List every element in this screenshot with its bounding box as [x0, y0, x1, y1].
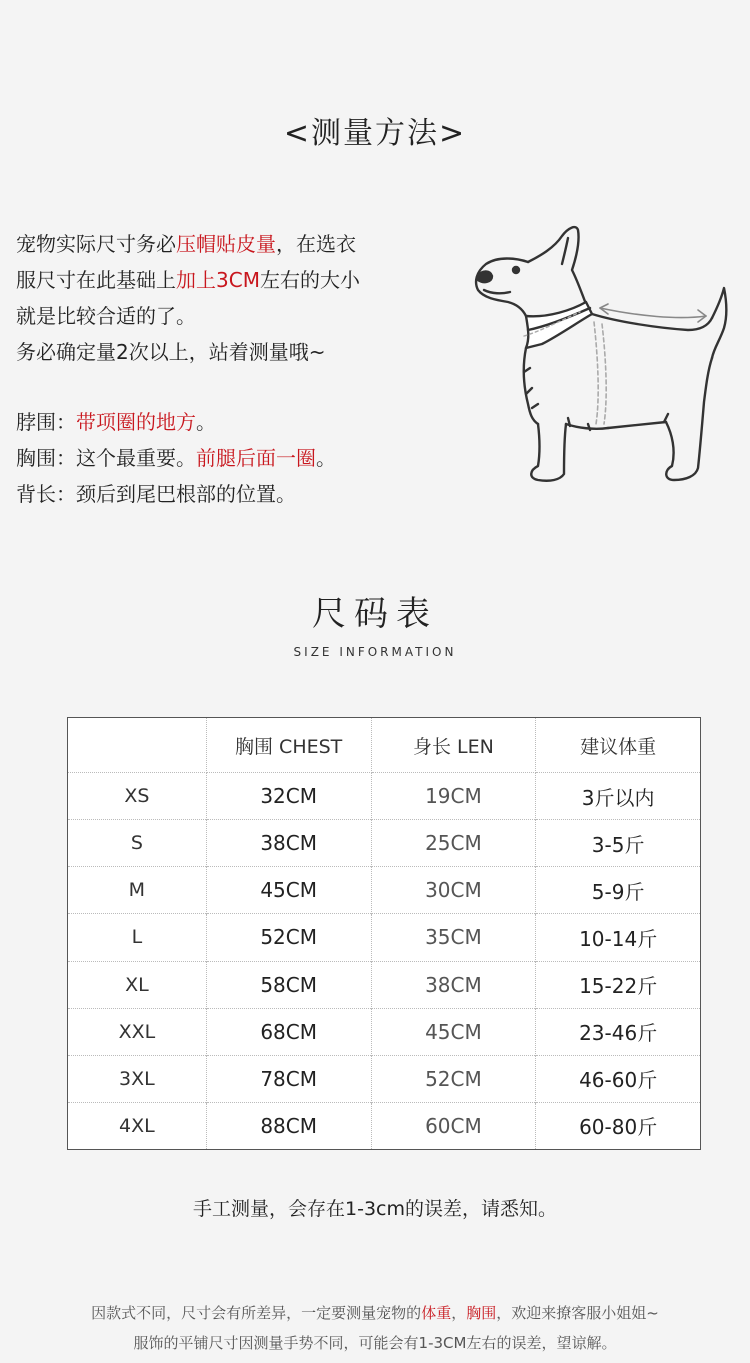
measurement-error-note: 手工测量，会存在1-3cm的误差，请悉知。: [193, 1198, 557, 1220]
dog-ear-inner: [562, 238, 568, 264]
footer-disclaimer: [0, 1298, 750, 1358]
header-size: [68, 718, 207, 773]
header-weight: 建议体重: [536, 718, 701, 773]
dog-measurement-illustration: [468, 218, 738, 498]
dog-belly: [608, 422, 666, 428]
dog-head-outline: [528, 227, 586, 304]
cell-length: 45CM: [371, 1008, 536, 1055]
measure-text: 这个最重要。: [76, 446, 196, 470]
cell-size: 3XL: [68, 1055, 207, 1102]
table-row: [68, 961, 701, 1008]
cell-chest: 32CM: [206, 773, 371, 820]
instruction-text: 宠物实际尺寸务必: [16, 232, 176, 256]
instruction-line: 务必确定量2次以上，站着测量哦~: [16, 340, 326, 364]
dog-eye: [513, 267, 519, 273]
footer-line: 服饰的平铺尺寸因测量手势不同，可能会有1-3CM左右的误差，望谅解。: [133, 1334, 617, 1352]
table-row: [68, 773, 701, 820]
cell-length: 19CM: [371, 773, 536, 820]
measure-instructions: [16, 226, 456, 370]
footer-highlight: 胸围: [466, 1304, 497, 1322]
measure-chest: [16, 440, 456, 476]
cell-chest: 52CM: [206, 914, 371, 961]
measure-text: 。: [196, 410, 216, 434]
table-row: [68, 1055, 701, 1102]
dog-tail: [712, 288, 726, 358]
cell-length: 38CM: [371, 961, 536, 1008]
cell-size: XXL: [68, 1008, 207, 1055]
dog-mouth: [484, 290, 510, 293]
cell-size: XL: [68, 961, 207, 1008]
cell-size: S: [68, 820, 207, 867]
header-chest: 胸围 CHEST: [206, 718, 371, 773]
dog-collar: [526, 302, 592, 348]
chest-measure-line: [594, 322, 598, 424]
cell-chest: 78CM: [206, 1055, 371, 1102]
dog-back-leg: [666, 358, 712, 480]
table-row: [68, 867, 701, 914]
footer-text: ，欢迎来撩客服小姐姐~: [496, 1304, 659, 1322]
cell-weight: 23-46斤: [579, 1021, 658, 1046]
measure-text: 颈后到尾巴根部的位置。: [76, 482, 296, 506]
cell-chest: 88CM: [206, 1102, 371, 1149]
dog-front-leg: [531, 424, 566, 481]
cell-weight: 15-22斤: [579, 974, 658, 999]
cell-length: 52CM: [371, 1055, 536, 1102]
cell-weight: 10-14斤: [579, 926, 658, 951]
back-length-arrow: [600, 308, 706, 318]
header-length: 身长 LEN: [371, 718, 536, 773]
size-chart-title: 尺码表: [312, 594, 438, 634]
cell-chest: 68CM: [206, 1008, 371, 1055]
cell-length: 30CM: [371, 867, 536, 914]
instruction-text: 左右的大小: [259, 268, 360, 292]
table-row: [68, 1102, 701, 1149]
measure-method-title: <测量方法>: [283, 116, 467, 151]
instruction-text: 服尺寸在此基础上: [16, 268, 176, 292]
footer-line: [0, 1298, 750, 1328]
instruction-highlight: 压帽贴皮量: [176, 232, 276, 256]
measure-highlight: 前腿后面一圈: [196, 446, 316, 470]
footer-highlight: 体重: [421, 1304, 452, 1322]
cell-weight: 3-5斤: [591, 832, 645, 857]
cell-chest: 38CM: [206, 820, 371, 867]
table-row: [68, 820, 701, 867]
instruction-line: [16, 226, 456, 262]
cell-size: XS: [68, 773, 207, 820]
instruction-line: [16, 262, 456, 298]
instruction-highlight: 加上3CM: [176, 268, 260, 292]
cell-size: L: [68, 914, 207, 961]
instruction-line: 就是比较合适的了。: [16, 304, 196, 328]
dog-chest: [524, 348, 538, 424]
cell-chest: 45CM: [206, 867, 371, 914]
table-row: [68, 1008, 701, 1055]
measure-neck: [16, 404, 456, 440]
dog-nose: [478, 272, 492, 283]
size-table: [67, 717, 701, 1150]
cell-weight: 5-9斤: [591, 879, 645, 904]
cell-length: 35CM: [371, 914, 536, 961]
cell-size: M: [68, 867, 207, 914]
measure-text: 。: [316, 446, 336, 470]
measure-label: 脖围：: [16, 410, 76, 434]
table-row: [68, 914, 701, 961]
cell-chest: 58CM: [206, 961, 371, 1008]
measure-label: 背长：: [16, 482, 76, 506]
footer-text: 因款式不同，尺寸会有所差异，一定要测量宠物的: [91, 1304, 422, 1322]
cell-size: 4XL: [68, 1102, 207, 1149]
dog-face-outline: [476, 259, 528, 317]
measure-highlight: 带项圈的地方: [76, 410, 196, 434]
cell-weight: 46-60斤: [579, 1068, 658, 1093]
chest-measure-line-2: [602, 324, 606, 424]
table-header-row: [68, 718, 701, 773]
measure-back: [16, 476, 456, 512]
cell-length: 25CM: [371, 820, 536, 867]
measure-definitions: [16, 404, 456, 512]
size-chart-subtitle: SIZE INFORMATION: [293, 645, 457, 659]
instruction-text: ，在选衣: [276, 232, 356, 256]
footer-text: ，: [451, 1304, 467, 1322]
cell-length: 60CM: [371, 1102, 536, 1149]
cell-weight: 3斤以内: [581, 785, 655, 810]
measure-label: 胸围：: [16, 446, 76, 470]
cell-weight: 60-80斤: [579, 1115, 658, 1140]
